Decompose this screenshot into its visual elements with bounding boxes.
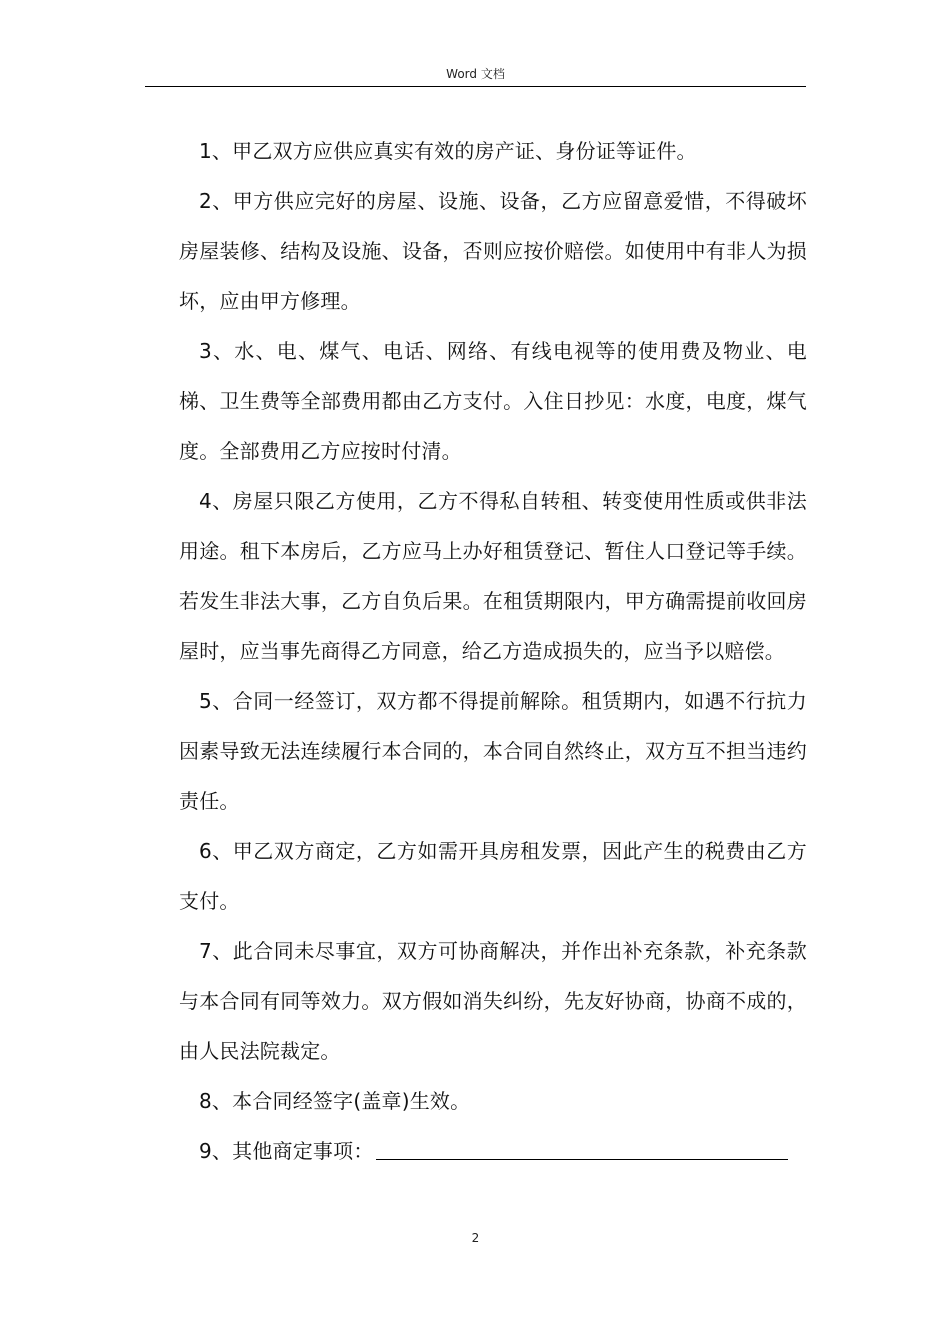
fill-in-blank-line (376, 1135, 788, 1160)
clause-6: 6、甲乙双方商定，乙方如需开具房租发票，因此产生的税费由乙方支付。 (179, 839, 807, 913)
clause-4: 4、房屋只限乙方使用，乙方不得私自转租、转变使用性质或供非法用途。租下本房后，乙方应马上办好租赁登记、暂住人口登记等手续。若发生非法大事，乙方自负后果。在租赁期限内，甲方确需提前收回房屋时，应当事先商得乙方同意，给乙方造成损失的，应当予以赔偿。 (179, 489, 807, 663)
clause-1: 1、甲乙双方应供应真实有效的房产证、身份证等证件。 (199, 139, 697, 163)
page-header: Word 文档 (446, 67, 505, 81)
clause-9-label: 9、其他商定事项： (199, 1139, 374, 1163)
header-divider (145, 86, 806, 87)
clause-9 (179, 1126, 807, 1176)
clause-7: 7、此合同未尽事宜，双方可协商解决，并作出补充条款，补充条款与本合同有同等效力。双方假如消失纠纷，先友好协商，协商不成的，由人民法院裁定。 (179, 939, 807, 1063)
clause-5: 5、合同一经签订，双方都不得提前解除。租赁期内，如遇不行抗力因素导致无法连续履行本合同的，本合同自然终止，双方互不担当违约责任。 (179, 689, 807, 813)
clause-8: 8、本合同经签字(盖章)生效。 (199, 1089, 471, 1113)
document-body (179, 126, 807, 1176)
page-number: 2 (471, 1231, 480, 1245)
clause-2: 2、甲方供应完好的房屋、设施、设备，乙方应留意爱惜，不得破坏房屋装修、结构及设施、设备，否则应按价赔偿。如使用中有非人为损坏，应由甲方修理。 (179, 189, 807, 313)
clause-3: 3、水、电、煤气、电话、网络、有线电视等的使用费及物业、电梯、卫生费等全部费用都由乙方支付。入住日抄见：水度，电度，煤气度。全部费用乙方应按时付清。 (179, 339, 807, 463)
